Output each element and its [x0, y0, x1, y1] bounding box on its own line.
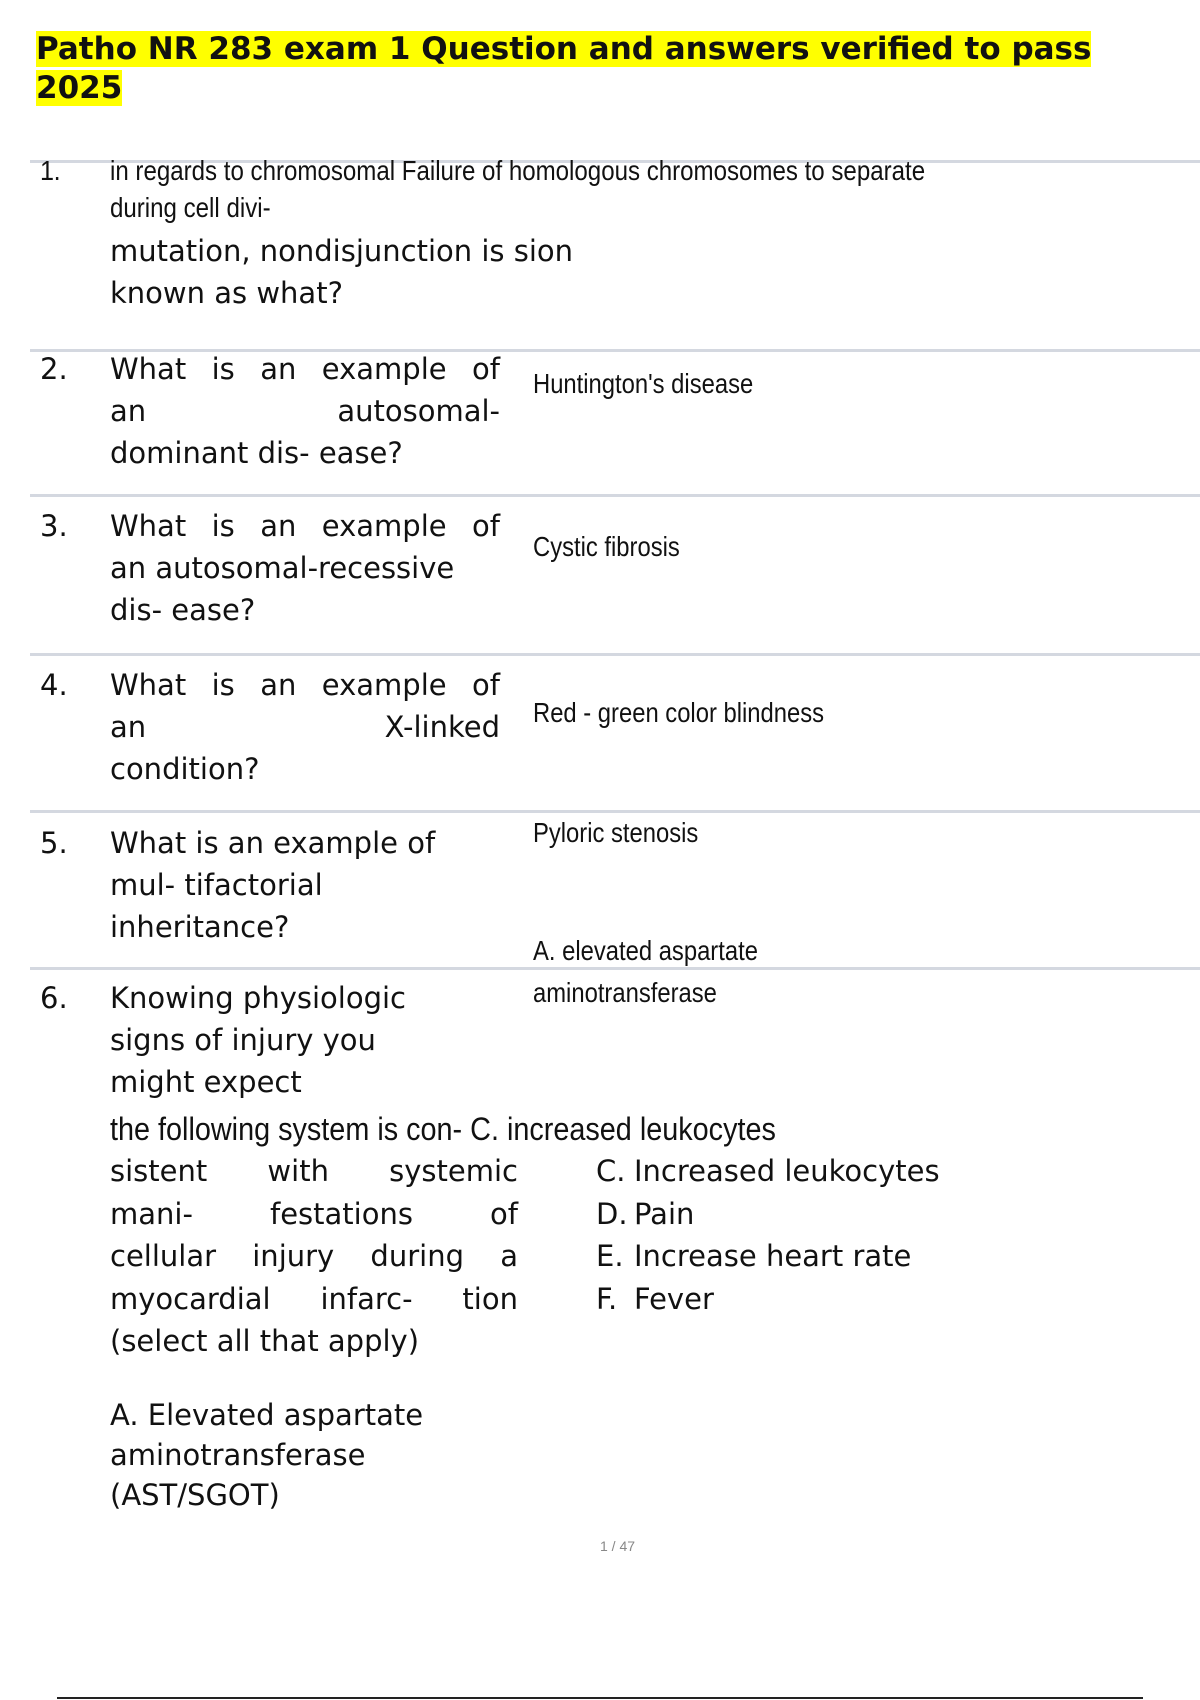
question-3-text: What is an example of an autosomal-recessive dis- ease? [110, 509, 500, 627]
question-1-number: 1. [40, 155, 61, 186]
question-1-line-4: known as what? [110, 276, 343, 310]
question-3-number: 3. [40, 509, 68, 543]
question-2-answer: Huntington's disease [533, 368, 754, 399]
question-4-answer: Red - green color blindness [533, 697, 825, 728]
option-e: E. Increase heart rate [596, 1239, 912, 1273]
question-5-answer: Pyloric stenosis [533, 817, 699, 848]
question-6-mixed-line: the following system is con- C. increased leukocytes [110, 1111, 776, 1147]
row-divider [30, 653, 1200, 656]
row-divider [30, 967, 1200, 970]
row-divider [30, 494, 1200, 497]
question-6-text-part-2: sistent with systemic mani- festations of cellular injury during a myocardial infarc- tion (select all that apply) [110, 1154, 518, 1358]
question-1-answer-continued: during cell divi- [110, 192, 271, 223]
question-4-number: 4. [40, 668, 68, 702]
document-title: Patho NR 283 exam 1 Question and answers verified to pass 2025 [36, 31, 1092, 106]
option-d: D. Pain [596, 1196, 695, 1231]
question-6-text-part-1: Knowing physiologic signs of injury you might expect [110, 981, 406, 1099]
question-6-text-part-3: A. Elevated aspartate aminotransferase (AST/SGOT) [110, 1398, 424, 1512]
question-6-options [596, 1150, 940, 1320]
question-3-answer: Cystic fibrosis [533, 531, 680, 562]
question-2-text: What is an example of an autosomal- dominant dis- ease? [110, 352, 500, 470]
question-5-number: 5. [40, 826, 68, 860]
question-4-text: What is an example of an X-linked condition? [110, 668, 500, 786]
question-6-answer-start: A. elevated aspartate [533, 935, 758, 966]
question-6-number: 6. [40, 981, 68, 1015]
question-6-answer-continued: aminotransferase [533, 977, 717, 1008]
option-c: C. Increased leukocytes [596, 1154, 940, 1188]
question-5-text: What is an example of mul- tifactorial inheritance? [110, 826, 436, 944]
question-1-top-line: in regards to chromosomal Failure of homologous chromosomes to separate [110, 155, 926, 186]
page-number: 1 / 47 [600, 1538, 636, 1554]
question-2-number: 2. [40, 352, 68, 386]
option-f: F. Fever [596, 1281, 714, 1316]
question-1-line-3: mutation, nondisjunction is sion [110, 234, 574, 268]
page-bottom-border [57, 1697, 1143, 1699]
